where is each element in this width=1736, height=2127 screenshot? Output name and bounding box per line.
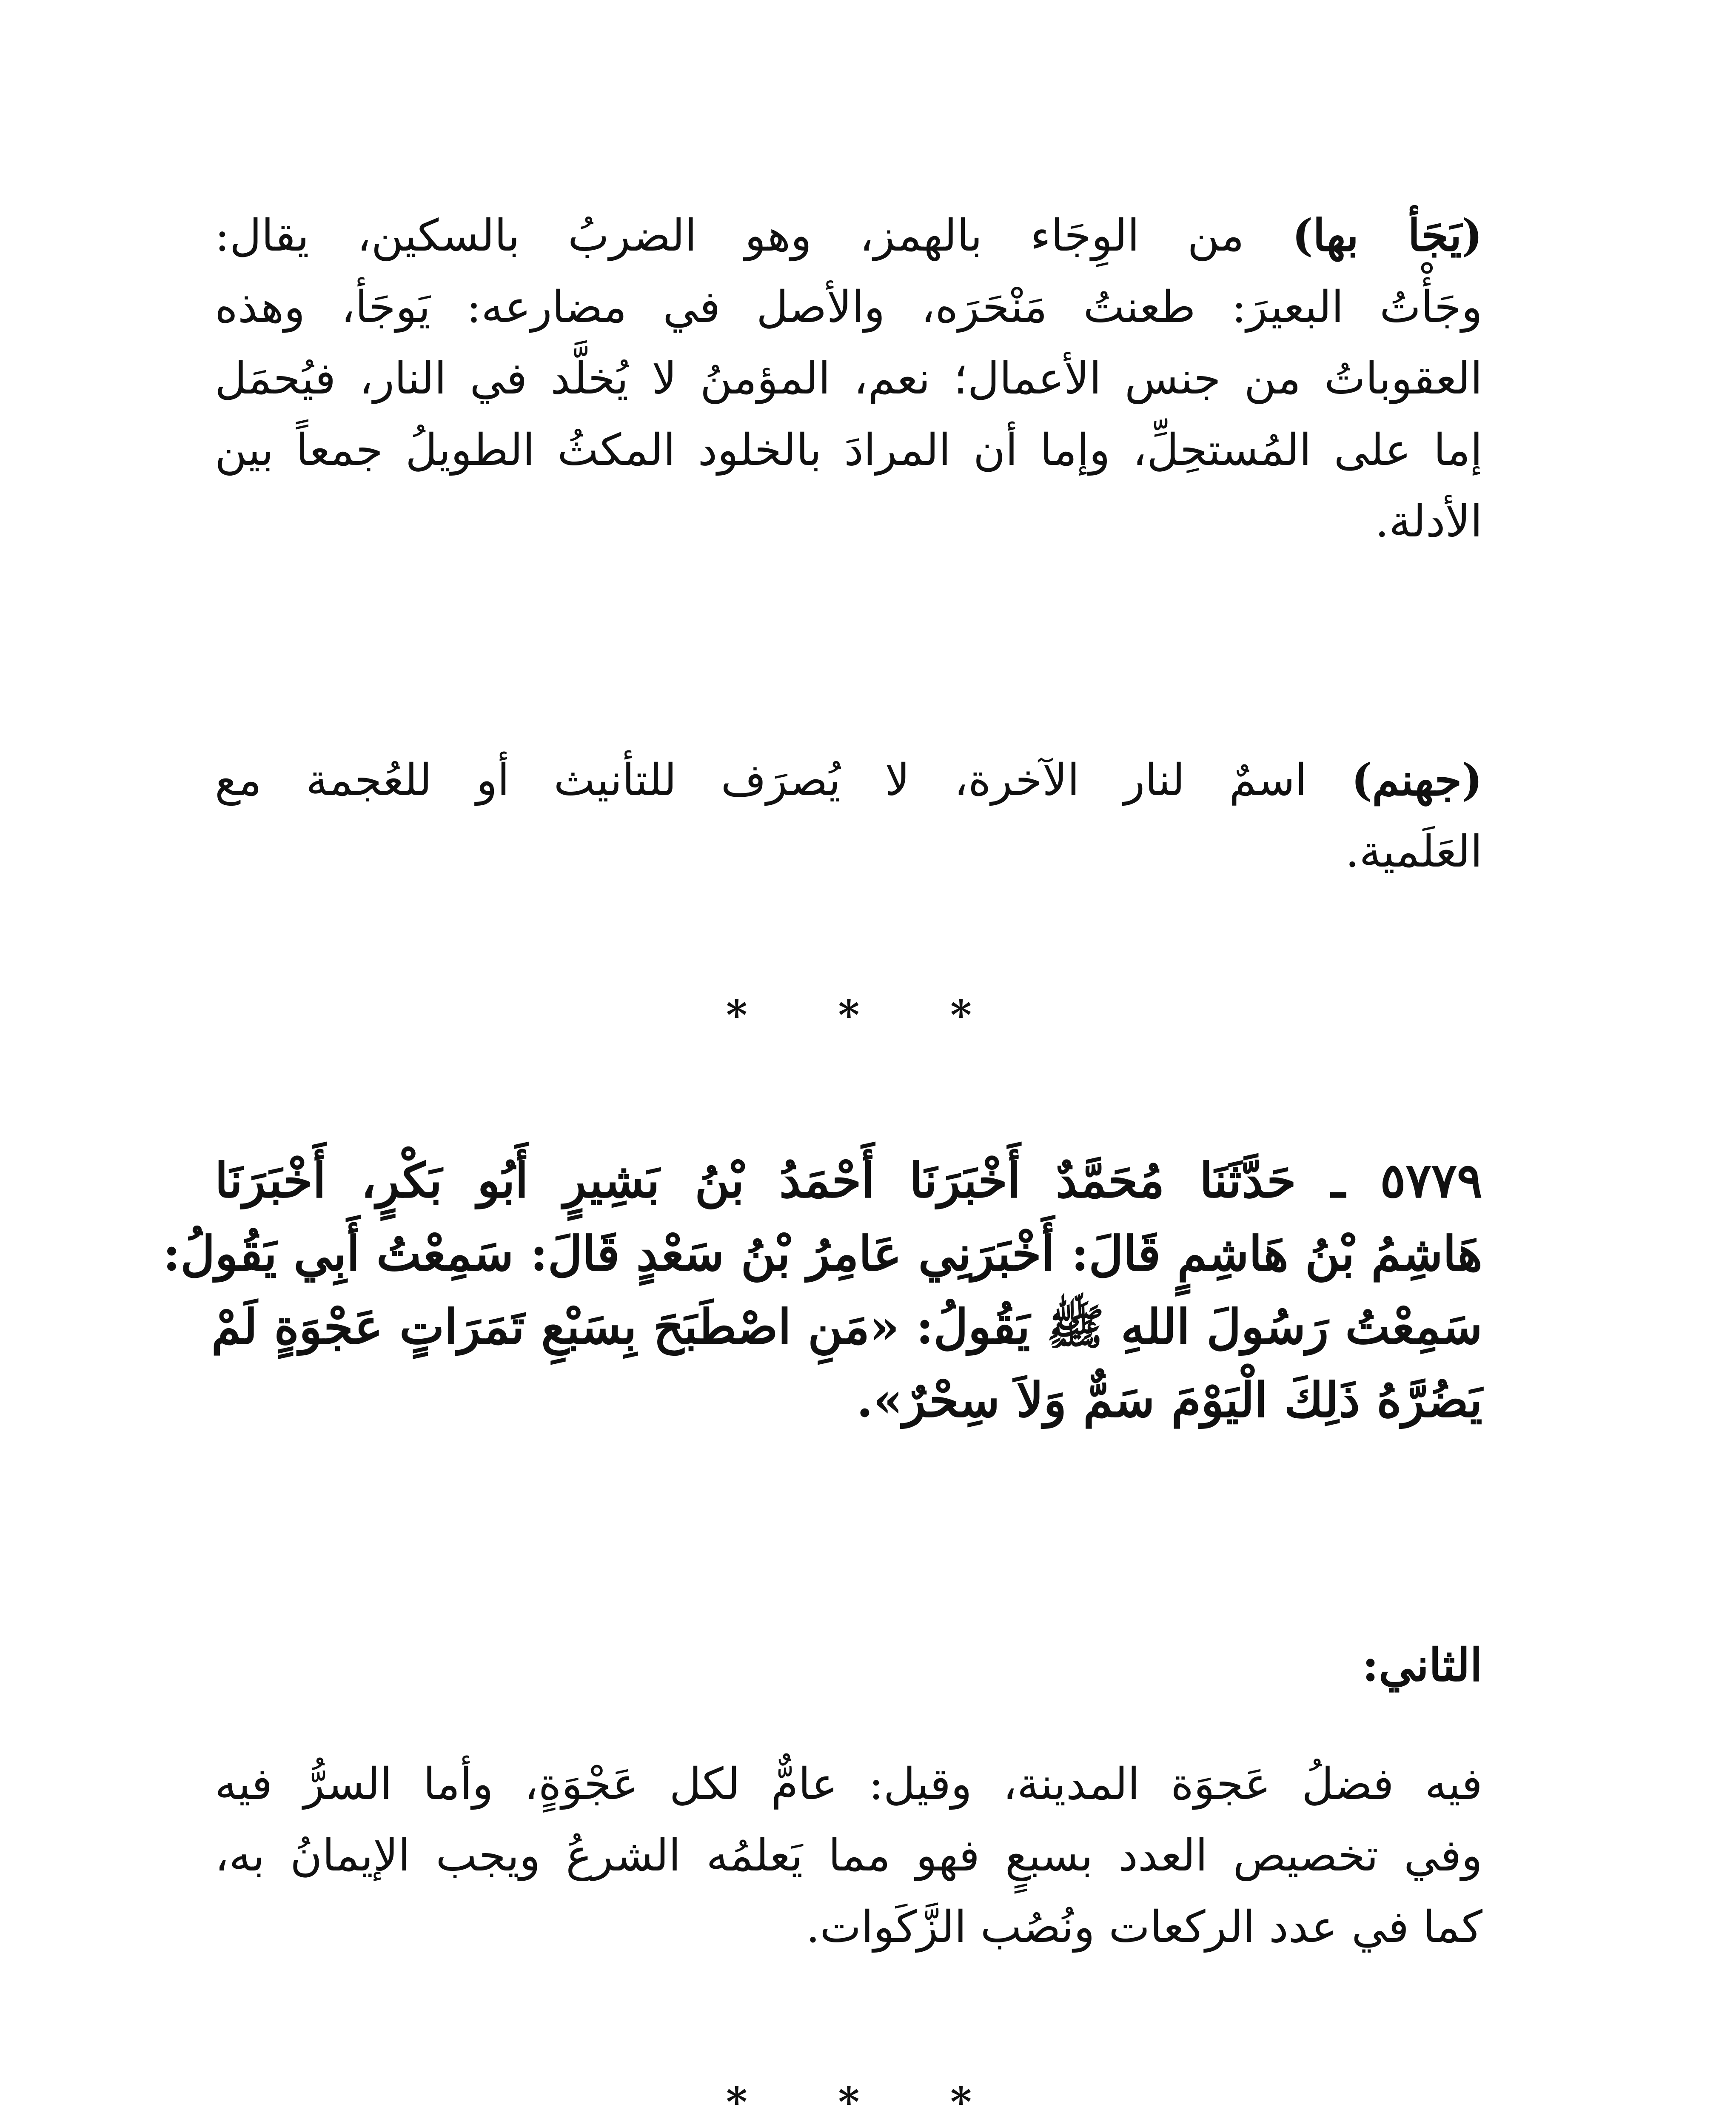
heading-text: الثاني: <box>1362 1638 1482 1691</box>
text-segment: من الوِجَاء بالهمز، وهو الضربُ بالسكين، يقال: <box>215 210 1244 261</box>
text-line <box>215 744 1482 816</box>
headword: (جهنم) <box>1351 754 1482 806</box>
paragraph-1 <box>215 200 1482 557</box>
headword: (يَجَأ بها) <box>1292 210 1482 261</box>
text-segment: اسمٌ لنار الآخرة، لا يُصرَف للتأنيث أو للعُجمة مع <box>215 755 1307 806</box>
text-line: وجَأْتُ البعيرَ: طعنتُ مَنْحَرَه، والأصل في مضارعه: يَوجَأ، وهذه <box>215 282 1482 333</box>
hadith-text <box>162 1144 1482 1437</box>
section-separator: * * * <box>726 2078 1010 2126</box>
text-line: إما على المُستحِلِّ، وإما أن المرادَ بالخلود المكثُ الطويلُ جمعاً بين <box>215 425 1482 476</box>
text-line: العقوباتُ من جنس الأعمال؛ نعم، المؤمنُ لا يُخلَّد في النار، فيُحمَل <box>215 353 1482 404</box>
text-line: كما في عدد الركعات ونُصُب الزَّكَوات. <box>806 1902 1482 1953</box>
section-heading <box>215 1629 1482 1701</box>
text-line <box>215 200 1482 271</box>
hadith-line: يَضُرَّهُ ذَلِكَ الْيَوْمَ سَمٌّ وَلاَ سِحْرٌ». <box>856 1372 1482 1428</box>
text-line: وفي تخصيص العدد بسبعٍ فهو مما يَعلمُه الشرعُ ويجب الإيمانُ به، <box>215 1830 1482 1881</box>
text-line: الأدلة. <box>1375 496 1482 547</box>
paragraph-3 <box>215 1748 1482 1963</box>
hadith-line: هَاشِمُ بْنُ هَاشِمٍ قَالَ: أَخْبَرَنِي عَامِرُ بْنُ سَعْدٍ قَالَ: سَمِعْتُ أَبِي يَقُولُ: <box>162 1226 1482 1282</box>
hadith-line: ٥٧٧٩ ـ حَدَّثَنَا مُحَمَّدٌ أَخْبَرَنَا أَحْمَدُ بْنُ بَشِيرٍ أَبُو بَكْرٍ، أَخْبَرَنَا <box>215 1153 1482 1209</box>
hadith-line: سَمِعْتُ رَسُولَ اللهِ ﷺ يَقُولُ: «مَنِ اصْطَبَحَ بِسَبْعِ تَمَرَاتٍ عَجْوَةٍ لَمْ <box>211 1299 1482 1355</box>
paragraph-2 <box>215 744 1482 887</box>
text-line: العَلَمية. <box>1345 826 1482 877</box>
text-line: فيه فضلُ عَجوَة المدينة، وقيل: عامٌّ لكل عَجْوَةٍ، وأما السرُّ فيه <box>215 1759 1482 1810</box>
section-separator: * * * <box>726 991 1010 1039</box>
